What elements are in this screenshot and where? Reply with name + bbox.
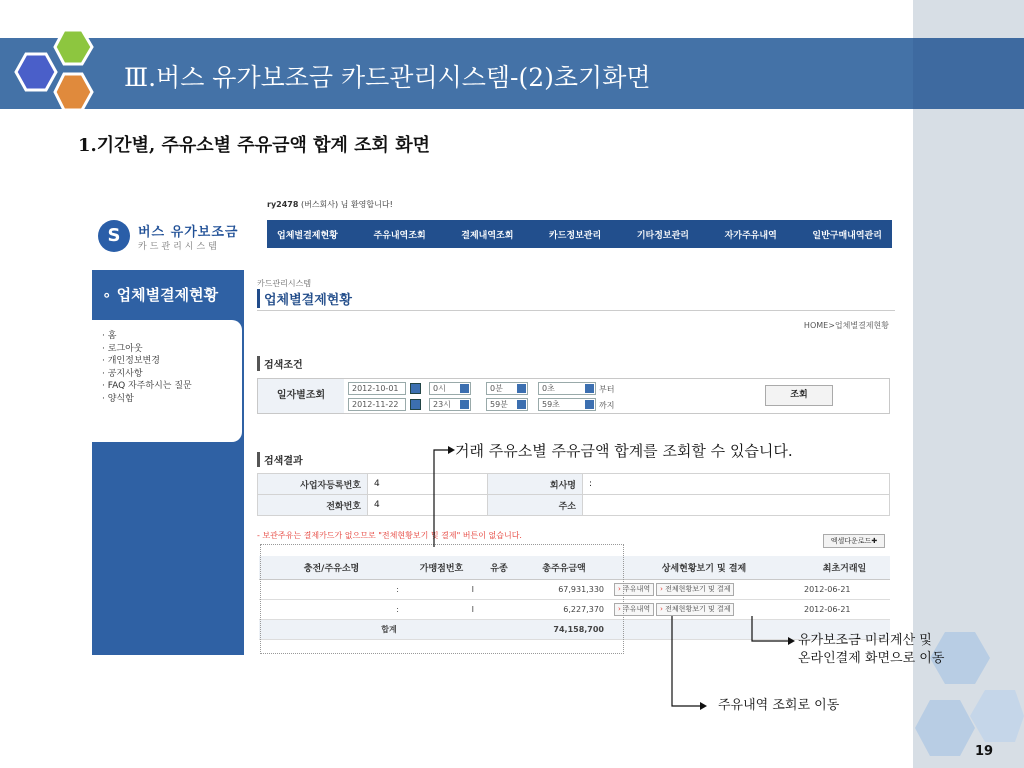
- row-amount: 67,931,330: [519, 579, 609, 599]
- search-label: 일자별조회: [258, 379, 344, 413]
- row-first-date: 2012-06-21: [799, 599, 890, 619]
- nav-item-payment-history[interactable]: 결제내역조회: [461, 230, 514, 241]
- company-label: 회사명: [488, 474, 583, 495]
- from-suffix: 부터: [599, 385, 615, 394]
- row-first-date: 2012-06-21: [799, 579, 890, 599]
- logo-line1: 버스 유가보조금: [138, 225, 239, 240]
- welcome-text: (버스회사) 님 환영합니다!: [300, 200, 393, 209]
- col-merchant-no: 가맹점번호: [404, 556, 479, 579]
- sidebar-item-logout[interactable]: · 로그아웃: [102, 343, 143, 354]
- nav-item-company-settlement[interactable]: 업체별결제현황: [277, 230, 338, 241]
- callout-payment-line1: 유가보조금 미리계산 및: [798, 633, 932, 648]
- result-section-title: 검색결과: [257, 452, 303, 467]
- welcome-user: ry2478: [267, 200, 299, 209]
- sidebar-item-notice[interactable]: · 공지사항: [102, 368, 143, 379]
- page-number: 19: [975, 744, 994, 759]
- row-merchant-no: I: [404, 599, 479, 619]
- fuel-history-button[interactable]: › 주유내역: [614, 603, 654, 616]
- nav-item-self-fueling[interactable]: 자가주유내역: [724, 230, 777, 241]
- col-first-date: 최초거래일: [799, 556, 890, 579]
- excel-download-button[interactable]: 엑셀다운로드✚: [823, 534, 885, 548]
- biz-no-value: 4: [368, 474, 488, 495]
- sidebar-item-home[interactable]: · 홈: [102, 331, 117, 341]
- search-button[interactable]: 조회: [765, 385, 833, 406]
- nav-item-general-purchase[interactable]: 일반구매내역관리: [812, 230, 882, 241]
- total-amount: 74,158,700: [519, 619, 609, 639]
- from-date-input[interactable]: 2012-10-01: [348, 382, 406, 395]
- col-detail-payment: 상세현황보기 및 결제: [609, 556, 799, 579]
- to-min-select[interactable]: 59분: [486, 398, 528, 411]
- sidebar-item-profile[interactable]: · 개인정보변경: [102, 356, 160, 366]
- warning-text: - 보관주유는 결제카드가 없으므로 "전체현황보기 및 결제" 버튼이 없습니다.: [257, 531, 522, 540]
- to-date-input[interactable]: 2012-11-22: [348, 398, 406, 411]
- sidebar-item-forms[interactable]: · 양식함: [102, 393, 134, 404]
- logo-line2: 카드관리시스템: [138, 242, 220, 252]
- phone-value: 4: [368, 495, 488, 516]
- fuel-history-button[interactable]: › 주유내역: [614, 583, 654, 596]
- nav-item-card-info[interactable]: 카드정보관리: [549, 230, 602, 241]
- slide-subtitle: 1.기간별, 주유소별 주유금액 합계 조회 화면: [78, 135, 430, 156]
- slide-title: Ⅲ.버스 유가보조금 카드관리시스템-(2)초기화면: [124, 63, 651, 92]
- row-merchant-no: I: [404, 579, 479, 599]
- row-station-name: :: [259, 579, 404, 599]
- company-value: :: [583, 474, 890, 495]
- sidebar-heading: ∘ 업체별결제현황: [102, 286, 219, 304]
- row-station-name: :: [259, 599, 404, 619]
- callout-station-summary: 거래 주유소별 주유금액 합계를 조회할 수 있습니다.: [455, 442, 793, 460]
- from-hour-select[interactable]: 0시: [429, 382, 471, 395]
- callout-payment-line2: 온라인결제 화면으로 이동: [798, 651, 945, 666]
- total-label: 합계: [259, 619, 519, 639]
- col-station-name: 충전/주유소명: [259, 556, 404, 579]
- logo-mark-icon: S: [98, 220, 130, 252]
- col-total-amount: 총주유금액: [519, 556, 609, 579]
- view-all-pay-button[interactable]: › 전체현황보기 및 결제: [656, 583, 734, 596]
- callout-payment: [798, 632, 944, 668]
- callout-fuel-history: 주유내역 조회로 이동: [718, 698, 840, 713]
- to-hour-select[interactable]: 23시: [429, 398, 471, 411]
- breadcrumb-top: 카드관리시스템: [257, 279, 312, 288]
- sidebar-item-faq[interactable]: · FAQ 자주하시는 질문: [102, 381, 192, 391]
- search-section-title: 검색조건: [257, 356, 303, 371]
- row-amount: 6,227,370: [519, 599, 609, 619]
- biz-no-label: 사업자등록번호: [258, 474, 368, 495]
- col-fuel-type: 유종: [479, 556, 519, 579]
- nav-item-other-info[interactable]: 기타정보관리: [636, 230, 689, 241]
- address-label: 주소: [488, 495, 583, 516]
- phone-label: 전화번호: [258, 495, 368, 516]
- home-breadcrumb[interactable]: HOME>업체별결제현황: [803, 321, 889, 330]
- from-min-select[interactable]: 0분: [486, 382, 528, 395]
- to-sec-select[interactable]: 59초: [538, 398, 596, 411]
- page-heading: 업체별결제현황: [257, 289, 352, 308]
- to-suffix: 까지: [599, 401, 615, 410]
- nav-item-fuel-history[interactable]: 주유내역조회: [373, 230, 426, 241]
- from-sec-select[interactable]: 0초: [538, 382, 596, 395]
- view-all-pay-button[interactable]: › 전체현황보기 및 결제: [656, 603, 734, 616]
